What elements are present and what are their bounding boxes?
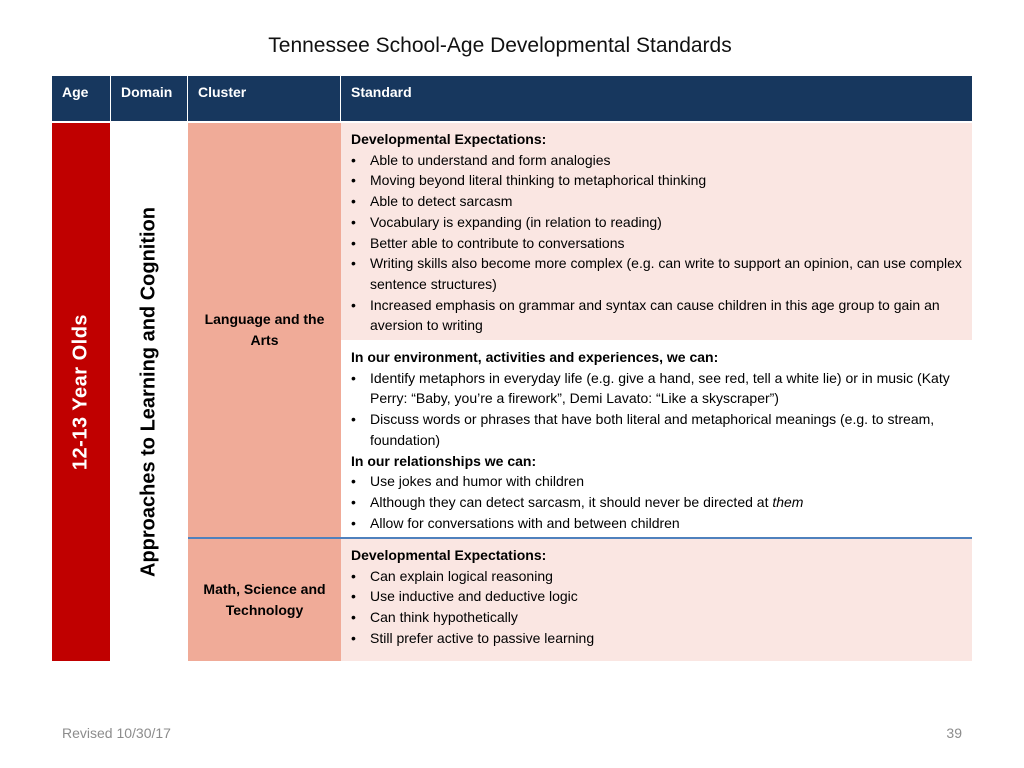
standard-math-expectations xyxy=(341,539,972,661)
age-label: 12-13 Year Olds xyxy=(69,313,92,471)
header-cluster: Cluster xyxy=(188,76,340,121)
emphasis-text: them xyxy=(772,493,804,510)
section-heading: In our environment, activities and experiences, we can: xyxy=(351,349,719,365)
list-item: • Use inductive and deductive logic xyxy=(351,586,962,607)
list-item: • Use jokes and humor with children xyxy=(351,471,962,492)
domain-label: Approaches to Learning and Cognition xyxy=(137,207,160,577)
list-item: • Vocabulary is expanding (in relation to reading) xyxy=(351,212,962,233)
section-heading: In our relationships we can: xyxy=(351,452,537,469)
bullet-list xyxy=(351,471,962,533)
list-item: • Still prefer active to passive learning xyxy=(351,628,962,649)
list-item: • Can think hypothetically xyxy=(351,607,962,628)
revised-date: Revised 10/30/17 xyxy=(62,725,171,741)
standard-language-expectations xyxy=(341,123,972,340)
list-item: • Allow for conversations with and between children xyxy=(351,513,962,534)
sarcasm-text: Although they can detect sarcasm, it should never be directed at xyxy=(370,493,773,510)
list-item: • Writing skills also become more complex (e.g. can write to support an opinion, can use complex sentence structures) xyxy=(351,253,962,294)
bullet-list xyxy=(351,150,962,336)
list-item: • Identify metaphors in everyday life (e.g. give a hand, see red, tell a white lie) or in music (Katy Perry: “Baby, you’re a firework”, Demi Lavato: “Like a skyscraper”) xyxy=(351,368,962,409)
list-item: • Can explain logical reasoning xyxy=(351,566,962,587)
header-domain: Domain xyxy=(111,76,187,121)
list-item: • Able to understand and form analogies xyxy=(351,150,962,171)
header-age: Age xyxy=(52,76,110,121)
cluster-label: Language and the Arts xyxy=(204,311,325,348)
header-standard: Standard xyxy=(341,76,972,121)
cluster-math-science xyxy=(188,539,341,661)
page-number: 39 xyxy=(946,725,962,741)
cluster-label: Math, Science and Technology xyxy=(203,581,326,618)
section-heading: Developmental Expectations: xyxy=(351,131,547,147)
list-item: • Increased emphasis on grammar and syntax can cause children in this age group to gain an aversion to writing xyxy=(351,295,962,336)
list-item xyxy=(351,492,962,513)
list-item: • Better able to contribute to conversations xyxy=(351,233,962,254)
age-cell xyxy=(52,123,110,661)
list-item: • Moving beyond literal thinking to metaphorical thinking xyxy=(351,170,962,191)
list-item: • Discuss words or phrases that have both literal and metaphorical meanings (e.g. to stream, foundation) xyxy=(351,409,962,450)
bullet-list xyxy=(351,368,962,451)
page-title: Tennessee School-Age Developmental Standards xyxy=(268,34,732,57)
standard-language-activities xyxy=(341,341,972,537)
bullet-list xyxy=(351,566,962,649)
list-item: • Able to detect sarcasm xyxy=(351,191,962,212)
cluster-language-arts xyxy=(188,123,341,537)
section-heading: Developmental Expectations: xyxy=(351,547,547,563)
domain-cell xyxy=(111,123,187,661)
